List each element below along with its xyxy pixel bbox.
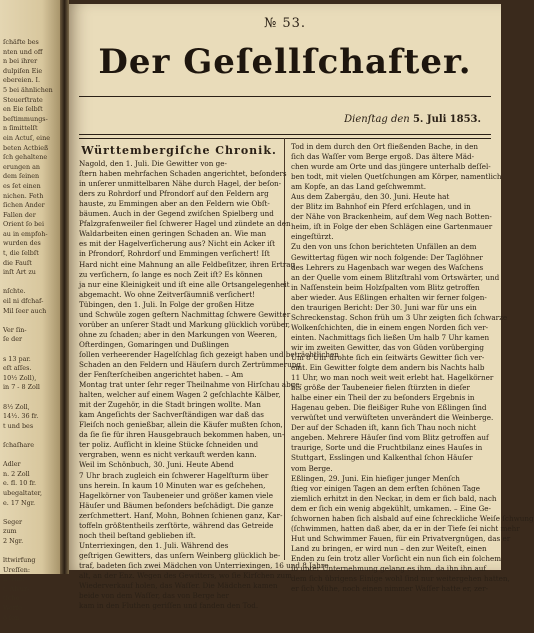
adjacent-page-line: 14½. 36 fr. xyxy=(3,412,39,421)
text-line: eint. Ein Gewitter folgte dem andern bis Nachts halb xyxy=(291,363,485,373)
text-line: er ſich Mühe, noch einen nimmer Waſſer hatte er, zer- xyxy=(291,584,489,594)
text-line: beide von dem Waſſer, das von Berge her xyxy=(79,591,229,601)
text-line: der Blitz im Bahnhof ein Pferd erſchlagen, und in xyxy=(291,202,471,212)
adjacent-page-line: n. Hier xyxy=(3,575,26,584)
adjacent-page-line: tſche xyxy=(3,594,20,603)
text-line: Gewittertag fügen wir noch folgende: Der Taglöhner xyxy=(291,252,483,262)
adjacent-page-line: nſchte. xyxy=(3,287,26,296)
column-divider xyxy=(284,138,285,560)
text-line: den traurigen Bericht: Der 30. Juni war für uns ein xyxy=(291,302,477,312)
adjacent-page-line: nichen. Feth xyxy=(3,191,44,200)
adjacent-page-line: Seger xyxy=(3,517,23,526)
text-line: in Naſſenstein beim Holzſpalten vom Blitz getroffen xyxy=(291,282,480,292)
masthead-rule xyxy=(79,96,491,97)
text-line: Eßlingen, 29. Juni. Ein hieſiger junger Menſch xyxy=(291,473,460,483)
right-column-text xyxy=(291,142,534,594)
text-line: traf, badeten ſich zwei Mädchen von Unterriexingen, 16 und 8 Jahre xyxy=(79,560,329,570)
text-line: vom Berge. xyxy=(291,463,333,473)
text-line: 11 Uhr, wo man noch weit weit erlebt hat. Hagelkörner xyxy=(291,373,494,383)
adjacent-page-line: 5 bei ähnlichen xyxy=(3,85,53,94)
text-line: wir im zweiten Gewitter, das von Güden vorüberging xyxy=(291,342,484,352)
issue-number: № 53. xyxy=(263,16,307,31)
adjacent-page-line: n bei ihrer xyxy=(3,57,38,66)
text-line: Aus dem Zabergäu, den 30. Juni. Heute hat xyxy=(291,192,450,202)
text-line: dem ſich übrigens Einige wohl ſind nur weitergehen hatten, xyxy=(291,574,510,584)
adjacent-page-line xyxy=(3,451,55,461)
text-line: verwüſtet und verwüſteten unverändert die Weinberge. xyxy=(291,413,494,423)
adjacent-page-line: ſichen Ander xyxy=(3,201,45,210)
adjacent-page-line: es ſet einen xyxy=(3,181,41,190)
text-line: ter poliz. Aufſicht in kleine Stücke ſchneiden und xyxy=(79,440,259,450)
text-line: hauste, zu Emmingen aber an den Feldern wie Obſt- xyxy=(79,199,270,209)
text-line: ſtieg vor einigen Tagen an dem erſten ſchönen Tage xyxy=(291,483,481,493)
text-line: Fleiſch noch genießbar, allein die Käufer mußten ſchon, xyxy=(79,420,283,430)
text-line: Ofterdingen, Gomaringen und Dußlingen xyxy=(79,339,230,349)
adjacent-page-line xyxy=(3,546,55,556)
text-line: Waldarbeiten einen geringen Schaden an. Wie man xyxy=(79,229,267,239)
text-line: bis größe der Taubeneier fielen ſtürzten in dieſer xyxy=(291,383,470,393)
text-line: Der auf der Schaden iſt, kann ſich Thau noch nicht xyxy=(291,423,477,433)
adjacent-page-line: t. Alvur- xyxy=(3,584,30,593)
text-line: Weil im Schönbuch, 30. Juni. Heute Abend xyxy=(79,460,234,470)
text-line: geſtrigen Gewitters, das unſern Weinberg glücklich be- xyxy=(79,550,281,560)
text-line: Zu den von uns ſchon berichteten Unfällen an dem xyxy=(291,242,477,252)
section-title: Württembergiſche Chronik. xyxy=(81,144,277,157)
text-line: Montag trat unter ſehr reger Theilnahme von Hirſchau abge- xyxy=(79,380,302,390)
text-line: bäumen. Auch in der Gegend zwiſchen Spielberg und xyxy=(79,209,274,219)
adjacent-page-line: n. 2 Zoll xyxy=(3,469,30,478)
text-line: Unterriexingen, den 1. Juli. Während des xyxy=(79,540,229,550)
text-line: Nagold, den 1. Juli. Die Gewitter von ge- xyxy=(79,159,227,169)
text-line: Wolkenſchichten, die in einem engen Norden ſich ver- xyxy=(291,322,489,332)
adjacent-page-edge xyxy=(0,0,60,622)
date-day: 5. Juli xyxy=(412,114,447,125)
adjacent-page-line: en Eie ſelbſt xyxy=(3,105,43,114)
adjacent-page-line: t, die ſelbſt xyxy=(3,249,39,258)
text-line: angeben. Mehrere Häuſer ſind vom Blitz getroffen auf xyxy=(291,433,489,443)
text-line: ſchwornen haben ſich alsbald auf eine ſchreckliche Weiſe ſchwung xyxy=(291,513,534,523)
text-line: am Kopfe, an das Land geſchwemmt. xyxy=(291,182,426,192)
text-line: der Nähe von Brackenheim, auf dem Weg nach Botten- xyxy=(291,212,492,222)
text-line: einten. Nachmittags ſich ließen Um halb 7 Uhr kamen xyxy=(291,332,490,342)
adjacent-page-line xyxy=(3,278,55,288)
text-line: da ſie ſie für ihren Hausgebrauch bekommen haben, un- xyxy=(79,430,285,440)
adjacent-page-line xyxy=(3,623,55,633)
text-line: ders zu Rohrdorf und Pfrondorf auf den Feldern arg xyxy=(79,189,269,199)
text-line: Häuſer und Bäumen beſonders beſchädigt. Die ganze xyxy=(79,500,274,510)
adjacent-page-line: Steuerſtrate xyxy=(3,95,43,104)
text-line: zu verſichern, ſo lange es noch Zeit iſt? Es können xyxy=(79,269,263,279)
text-line: des Lehrers zu Hagenbach war wegen des Waſchens xyxy=(291,262,484,272)
text-line: in Pfrondorf, Rohrdorf und Emmingen verſichert! Iſt xyxy=(79,249,270,259)
adjacent-page-line: 2 Ngr. xyxy=(3,536,24,545)
adjacent-page-line: eſt aſſes. xyxy=(3,364,32,373)
text-line: dem er ſich ein wenig abgekühlt, umkamen. – Eine Ge- xyxy=(291,503,491,513)
adjacent-page-line: ebereien. I. xyxy=(3,76,41,85)
adjacent-page-line: eil ni dfchaf- xyxy=(3,297,44,306)
text-line: ohne zu ſchaden; aber in den Markungen von Weeren, xyxy=(79,329,278,339)
date-prefix: Dienſtag den xyxy=(344,114,410,125)
adjacent-page-line: ubegaltater, xyxy=(3,488,43,497)
text-line: Hagelkörner von Taubeneier und größer kamen viele xyxy=(79,490,273,500)
adjacent-page-line: dem ſeinen xyxy=(3,172,40,181)
adjacent-page-line: t und bes xyxy=(3,421,34,430)
text-line: ben todt, mit vielen Quetſchungen am Körper, namentlich xyxy=(291,172,502,182)
text-line: ja nur eine Kleinigkeit und iſt eine alle Ortsangelegenheit xyxy=(79,279,290,289)
text-line: ſo unter Unternehmung gelang es ihm, da ihn ihn auf xyxy=(291,563,487,573)
adjacent-page-line xyxy=(3,431,55,441)
text-line: kam Angeſichts der Sachverſtändigen war daß das xyxy=(79,410,264,420)
adjacent-page-line: Werfe xyxy=(3,604,23,613)
text-line: uns herein. In kaum 10 Minuten war es geſchehen, xyxy=(79,480,266,490)
adjacent-page-line: e. 17 Ngr. xyxy=(3,498,36,507)
text-line: eingeſtürzt. xyxy=(291,232,334,242)
adjacent-page-line: beten Actbieß xyxy=(3,143,49,152)
adjacent-page-line: dulpiſen Eie xyxy=(3,66,43,75)
adjacent-page-line: ſe der xyxy=(3,335,23,344)
text-line: es mit der Hagelverſicherung aus? Nicht ein Acker iſt xyxy=(79,239,276,249)
text-line: Schaden an den Feldern und Häuſern durch Zertrümmerung xyxy=(79,359,301,369)
adjacent-page-line: Adler xyxy=(3,460,21,469)
adjacent-page-line: nten und off xyxy=(3,47,43,56)
adjacent-page-line: 8½ Zoll, xyxy=(3,402,30,411)
text-line: Pfalzgrafenweiler fiel ſchwerer Hagel und zündete an den xyxy=(79,219,291,229)
text-line: ziemlich erhitzt in den Neckar, in dem er ſich bald, nach xyxy=(291,493,497,503)
adjacent-page-line: Orient ſo bei xyxy=(3,220,44,229)
text-line: alt, an der Enz. Wegen des Gewitters, wo ſie Kirſchen zum xyxy=(79,570,292,580)
text-line: halten, welcher auf einem Wagen 2 geſchlachte Kälber, xyxy=(79,390,281,400)
adjacent-page-text xyxy=(3,38,55,633)
text-line: mit der Zugehör, in die Stadt bringen wollte. Man xyxy=(79,400,261,410)
newspaper-page xyxy=(69,4,534,611)
text-line: und Schwüle zogen geſtern Nachmittag ſchwere Gewitter xyxy=(79,309,291,319)
text-line: Land zu bringen, er wird nun – den zur Weiteſt, einen xyxy=(291,543,487,553)
text-line: Tod in dem durch den Ort fließenden Bache, in den xyxy=(291,142,479,151)
adjacent-page-line: wurden des xyxy=(3,239,41,248)
adjacent-page-line: ſch gehaltene xyxy=(3,153,48,162)
adjacent-page-line: ſchäfte bes xyxy=(3,38,39,46)
adjacent-page-line: s 13 par. xyxy=(3,354,31,363)
text-line: abgemacht. Wo ohne Zeitverſäumniß verſichert! xyxy=(79,289,256,299)
text-line: zerſchmettert. Hanf, Mohn, Bohnen ſchienen ganz, Kar- xyxy=(79,510,283,520)
text-line: Hard nicht eine Mahnung an alle Feldbeſitzer, ihren Ertrag xyxy=(79,259,296,269)
text-line: Schreckenstag. Schon früh um 3 Uhr zeigten ſich ſchwarze xyxy=(291,312,508,322)
text-line: Hagenau geben. Die fleißiger Ruhe von Eßlingen ſind xyxy=(291,403,487,413)
text-line: ſich das Waſſer vom Berge ergoß. Das ältere Mäd- xyxy=(291,152,475,162)
adjacent-page-line: die Fauſt xyxy=(3,258,32,267)
text-line: Stuttgart, Esslingen und Kalkenthal ſchon Häuſer xyxy=(291,453,473,463)
adjacent-page-line xyxy=(3,345,55,355)
text-line: Enden zu ſein trotz aller Vorſicht ein nun ſich ein ſolchem xyxy=(291,553,502,563)
adjacent-page-line: erungen an xyxy=(3,162,41,171)
book-gutter xyxy=(60,0,69,574)
adjacent-page-line: au in empfoh- xyxy=(3,229,48,238)
adjacent-page-line: in 7 - 8 Zoll xyxy=(3,383,40,392)
text-line: Um 8 Uhr drohte ſich ein ſeitwärts Gewitter ſich ver- xyxy=(291,352,485,362)
text-line: aber wieder. Aus Eßlingen erhalten wir ferner folgen- xyxy=(291,292,487,302)
date-rule-top xyxy=(79,134,491,135)
text-line: ſollen verheerender Hagelſchlag ſich gezeigt haben und beträchtlichen xyxy=(79,349,339,359)
text-line: noch theil beſtand geblieben iſt. xyxy=(79,530,196,540)
text-line: in unſerer unmittelbaren Nähe durch Hagel, der beſon- xyxy=(79,179,282,189)
adjacent-page-line: ſchaſhare xyxy=(3,440,34,449)
adjacent-page-line: ein Actuſ, eine xyxy=(3,133,51,142)
text-line: an der Quelle vom einem Blitzſtrahl vom Ortswärter, und xyxy=(291,272,500,282)
masthead-title: Der Geſellſchafter. xyxy=(98,42,472,82)
text-line: (ſchwimmen, hatten daß aber, da er in der Tiefe ſei nicht mehr xyxy=(291,523,520,533)
text-line: halbe einer ein Theil der zu beſonders Ergebnis in xyxy=(291,393,475,403)
text-line: kam in den Fluthen geriſſen und fanden den Tod. xyxy=(79,601,259,611)
adjacent-page-line xyxy=(3,316,55,326)
text-line: 7 Uhr brach zugleich ein ſchwerer Hagelſturm über xyxy=(79,470,269,480)
text-line: Wiederverkauf holen, das Waſſer. Die Mädchen kamen xyxy=(79,581,278,591)
adjacent-page-line: n ſimittelſt xyxy=(3,124,38,133)
text-line: heim, iſt in Folge der eben Schlägen eine Gartenmauer xyxy=(291,222,493,232)
adjacent-page-line: e. fl. 10 fr. xyxy=(3,479,37,488)
adjacent-page-line: Fallen der xyxy=(3,210,36,219)
text-line: vorüber an unſerer Stadt und Markung glücklich vorüber, xyxy=(79,319,291,329)
adjacent-page-line xyxy=(3,393,55,403)
text-line: Tübingen, den 1. Juli. In Folge der großen Hitze xyxy=(79,299,255,309)
adjacent-page-line: Ver ſin- xyxy=(3,325,27,334)
adjacent-page-line: 10½ Zoll), xyxy=(3,373,37,382)
adjacent-page-line: Mil ſeer auch xyxy=(3,306,47,315)
adjacent-page-line: inſt Art zu xyxy=(3,268,36,277)
text-line: traurige, Sorte und die Fruchtbilanz eines Hauſes in xyxy=(291,443,483,453)
issue-date xyxy=(344,114,481,125)
right-column xyxy=(291,142,534,594)
text-line: der Fenſterſcheiben angerichtet haben. – Am xyxy=(79,370,244,380)
adjacent-page-line: ö ſen xyxy=(3,613,20,622)
date-year: 1853. xyxy=(449,114,481,125)
adjacent-page-line: beſtimmungs- xyxy=(3,114,48,123)
adjacent-page-line: Ureſſen: xyxy=(3,565,31,574)
adjacent-page-line xyxy=(3,508,55,518)
date-rule-bottom xyxy=(79,138,491,139)
adjacent-page-line: lttwirfung xyxy=(3,556,36,565)
text-line: Hut und Schwimmer Fauen, für ein Privatvergnügen, das er xyxy=(291,533,511,543)
adjacent-page-line: zum xyxy=(3,527,17,536)
text-line: vergraben, wenn es nicht verkauft werden kann. xyxy=(79,450,257,460)
text-line: ſtern haben mehrfachen Schaden angerichtet, beſonders xyxy=(79,169,287,179)
text-line: toffeln größtentheils zerſtörte, während das Getreide xyxy=(79,520,274,530)
text-line: chen wurde am Orte und das jüngere unterhalb deſſel- xyxy=(291,162,491,172)
